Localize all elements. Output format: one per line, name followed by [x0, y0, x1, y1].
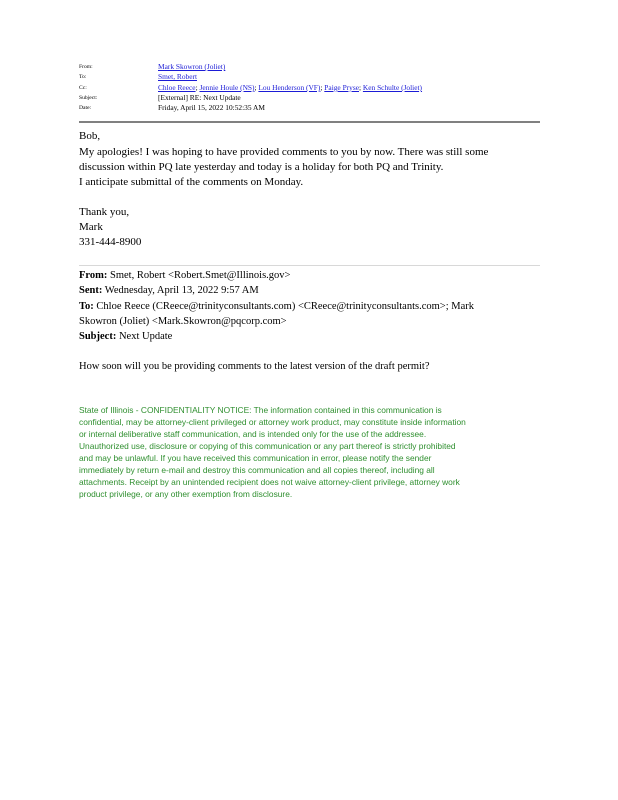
reply-line: discussion within PQ late yesterday and today is a holiday for both PQ and Trinity.: [79, 161, 444, 173]
quoted-sent-row: [79, 283, 259, 298]
cc-recipient-link[interactable]: Ken Schulte (Joliet): [362, 83, 423, 92]
header-divider: [79, 121, 540, 123]
cc-recipient-link[interactable]: Lou Henderson (VF): [258, 83, 321, 92]
signature-name: Mark: [79, 221, 103, 233]
quoted-body: How soon will you be providing comments to the latest version of the draft permit?: [79, 361, 430, 372]
header-cc-list: Chloe Reece; Jennie Houle (NS); Lou Henderson (VF); Paige Pryse; Ken Schulte (Joliet): [158, 83, 423, 92]
reply-line: I anticipate submittal of the comments on Monday.: [79, 176, 304, 188]
signature-phone: 331-444-8900: [79, 236, 142, 248]
confidentiality-line: attachments. Receipt by an unintended recipient does not waive attorney-client privilege, attorney work: [79, 477, 460, 487]
quoted-to-label: To:: [79, 301, 94, 312]
cc-recipient-link[interactable]: Paige Pryse: [324, 83, 359, 92]
quote-divider: [79, 265, 540, 266]
confidentiality-line: confidential, may be attorney-client privileged or attorney work product, may constitute inside information: [79, 417, 466, 427]
confidentiality-line: Unauthorized use, disclosure or copying of this communication or any part thereof is strictly prohibited: [79, 441, 456, 451]
quoted-sent-value: Wednesday, April 13, 2022 9:57 AM: [104, 285, 259, 296]
header-from-link[interactable]: Mark Skowron (Joliet): [158, 62, 226, 71]
header-date-value: Friday, April 15, 2022 10:52:35 AM: [158, 103, 265, 112]
quoted-from-value: Smet, Robert <Robert.Smet@Illinois.gov>: [110, 270, 291, 281]
confidentiality-line: or internal deliberative staff communication, and is intended only for the use of the addressee.: [79, 429, 427, 439]
quoted-from-row: [79, 268, 290, 283]
header-subject-label: Subject:: [79, 95, 98, 101]
confidentiality-line: State of Illinois - CONFIDENTIALITY NOTICE: The information contained in this communication is: [79, 405, 442, 415]
confidentiality-line: immediately by return e-mail and destroy this communication and all copies thereof, including all: [79, 465, 435, 475]
reply-closing: Thank you,: [79, 206, 130, 218]
header-from-label: From:: [79, 64, 93, 70]
quoted-to-row: [79, 299, 474, 314]
header-to-label: To:: [79, 74, 87, 80]
confidentiality-line: product privilege, or any other exemption from disclosure.: [79, 489, 293, 499]
reply-line: My apologies! I was hoping to have provided comments to you by now. There was still some: [79, 146, 489, 158]
quoted-sent-label: Sent:: [79, 285, 103, 296]
cc-recipient-link[interactable]: Jennie Houle (NS): [199, 83, 255, 92]
header-cc-label: Cc:: [79, 85, 87, 91]
quoted-to-continuation: Skowron (Joliet) <Mark.Skowron@pqcorp.com>: [79, 316, 287, 327]
quoted-to-value: Chloe Reece (CReece@trinityconsultants.com) <CReece@trinityconsultants.com>; Mark: [96, 301, 475, 312]
quoted-subject-value: Next Update: [118, 331, 173, 342]
cc-recipient-link[interactable]: Chloe Reece: [158, 83, 196, 92]
header-subject-value: [External] RE: Next Update: [158, 93, 241, 102]
header-date-label: Date:: [79, 105, 92, 111]
reply-greeting: Bob,: [79, 130, 101, 142]
quoted-subject-row: [79, 329, 172, 344]
quoted-subject-label: Subject:: [79, 331, 117, 342]
quoted-from-label: From:: [79, 270, 108, 281]
header-to-link[interactable]: Smet, Robert: [158, 72, 198, 81]
confidentiality-line: and may be unlawful. If you have received this communication in error, please notify the sender: [79, 453, 432, 463]
